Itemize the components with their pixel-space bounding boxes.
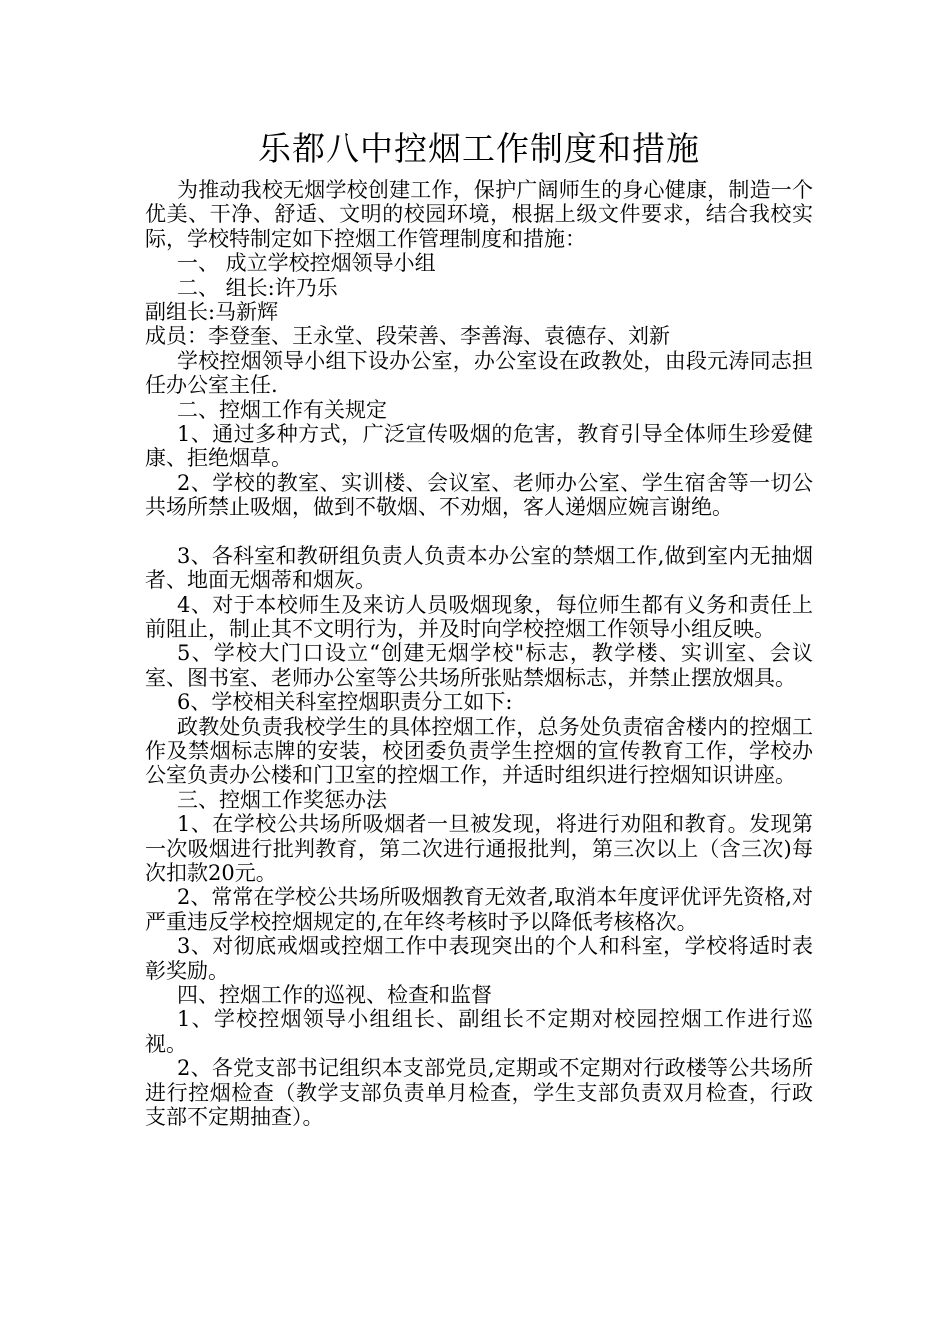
paragraph: 1、通过多种方式，广泛宣传吸烟的危害，教育引导全体师生珍爱健康、拒绝烟草。 [145, 422, 813, 471]
intro-paragraph: 为推动我校无烟学校创建工作，保护广阔师生的身心健康，制造一个优美、干净、舒适、文明的校园环境，根据上级文件要求，结合我校实际，学校特制定如下控烟工作管理制度和措施： [145, 178, 813, 251]
paragraph: 政教处负责我校学生的具体控烟工作，总务处负责宿舍楼内的控烟工作及禁烟标志牌的安装，校团委负责学生控烟的宣传教育工作，学校办公室负责办公楼和门卫室的控烟工作，并适时组织进行控烟知识讲座。 [145, 714, 813, 788]
paragraph: 2、常常在学校公共场所吸烟教育无效者,取消本年度评优评先资格,对严重违反学校控烟规定的,在年终考核时予以降低考核格次。 [145, 885, 813, 934]
paragraph: 2、学校的教室、实训楼、会议室、老师办公室、学生宿舍等一切公共场所禁止吸烟，做到不敬烟、不劝烟，客人递烟应婉言谢绝。 [145, 470, 813, 520]
paragraph: 6、学校相关科室控烟职责分工如下: [177, 690, 513, 715]
paragraph: 1、学校控烟领导小组组长、副组长不定期对校园控烟工作进行巡视。 [145, 1007, 813, 1056]
paragraph: 副组长:马新辉 [145, 300, 279, 325]
paragraph: 二、 组长:许乃乐 [177, 275, 338, 300]
section-heading: 二、控烟工作有关规定 [177, 397, 387, 422]
paragraph: 3、各科室和教研组负责人负责本办公室的禁烟工作,做到室内无抽烟者、地面无烟蒂和烟灰。 [145, 543, 813, 593]
blank-line [145, 520, 813, 544]
section-heading: 四、控烟工作的巡视、检查和监督 [177, 983, 492, 1007]
paragraph: 1、在学校公共场所吸烟者一旦被发现，将进行劝阻和教育。发现第一次吸烟进行批判教育，第二次进行通报批判，第三次以上（含三次)每次扣款20元。 [145, 812, 813, 885]
paragraph: 4、对于本校师生及来访人员吸烟现象，每位师生都有义务和责任上前阻止，制止其不文明行为，并及时向学校控烟工作领导小组反映。 [145, 592, 813, 641]
paragraph: 成员：李登奎、王永堂、段荣善、李善海、袁德存、刘新 [145, 324, 670, 349]
paragraph: 5、学校大门口设立“创建无烟学校"标志，教学楼、实训室、会议室、图书室、老师办公室等公共场所张贴禁烟标志，并禁止摆放烟具。 [145, 641, 813, 690]
paragraph: 3、对彻底戒烟或控烟工作中表现突出的个人和科室，学校将适时表彰奖励。 [145, 934, 813, 983]
document-page [145, 124, 813, 1129]
paragraph: 学校控烟领导小组下设办公室，办公室设在政教处，由段元涛同志担任办公室主任. [145, 348, 813, 398]
document-title: 乐都八中控烟工作制度和措施 [258, 129, 700, 168]
section-heading: 三、控烟工作奖惩办法 [177, 787, 387, 812]
section-heading: 一、 成立学校控烟领导小组 [177, 251, 436, 276]
paragraph: 2、各党支部书记组织本支部党员,定期或不定期对行政楼等公共场所进行控烟检查（教学支部负责单月检查，学生支部负责双月检查，行政支部不定期抽查）。 [145, 1056, 813, 1130]
